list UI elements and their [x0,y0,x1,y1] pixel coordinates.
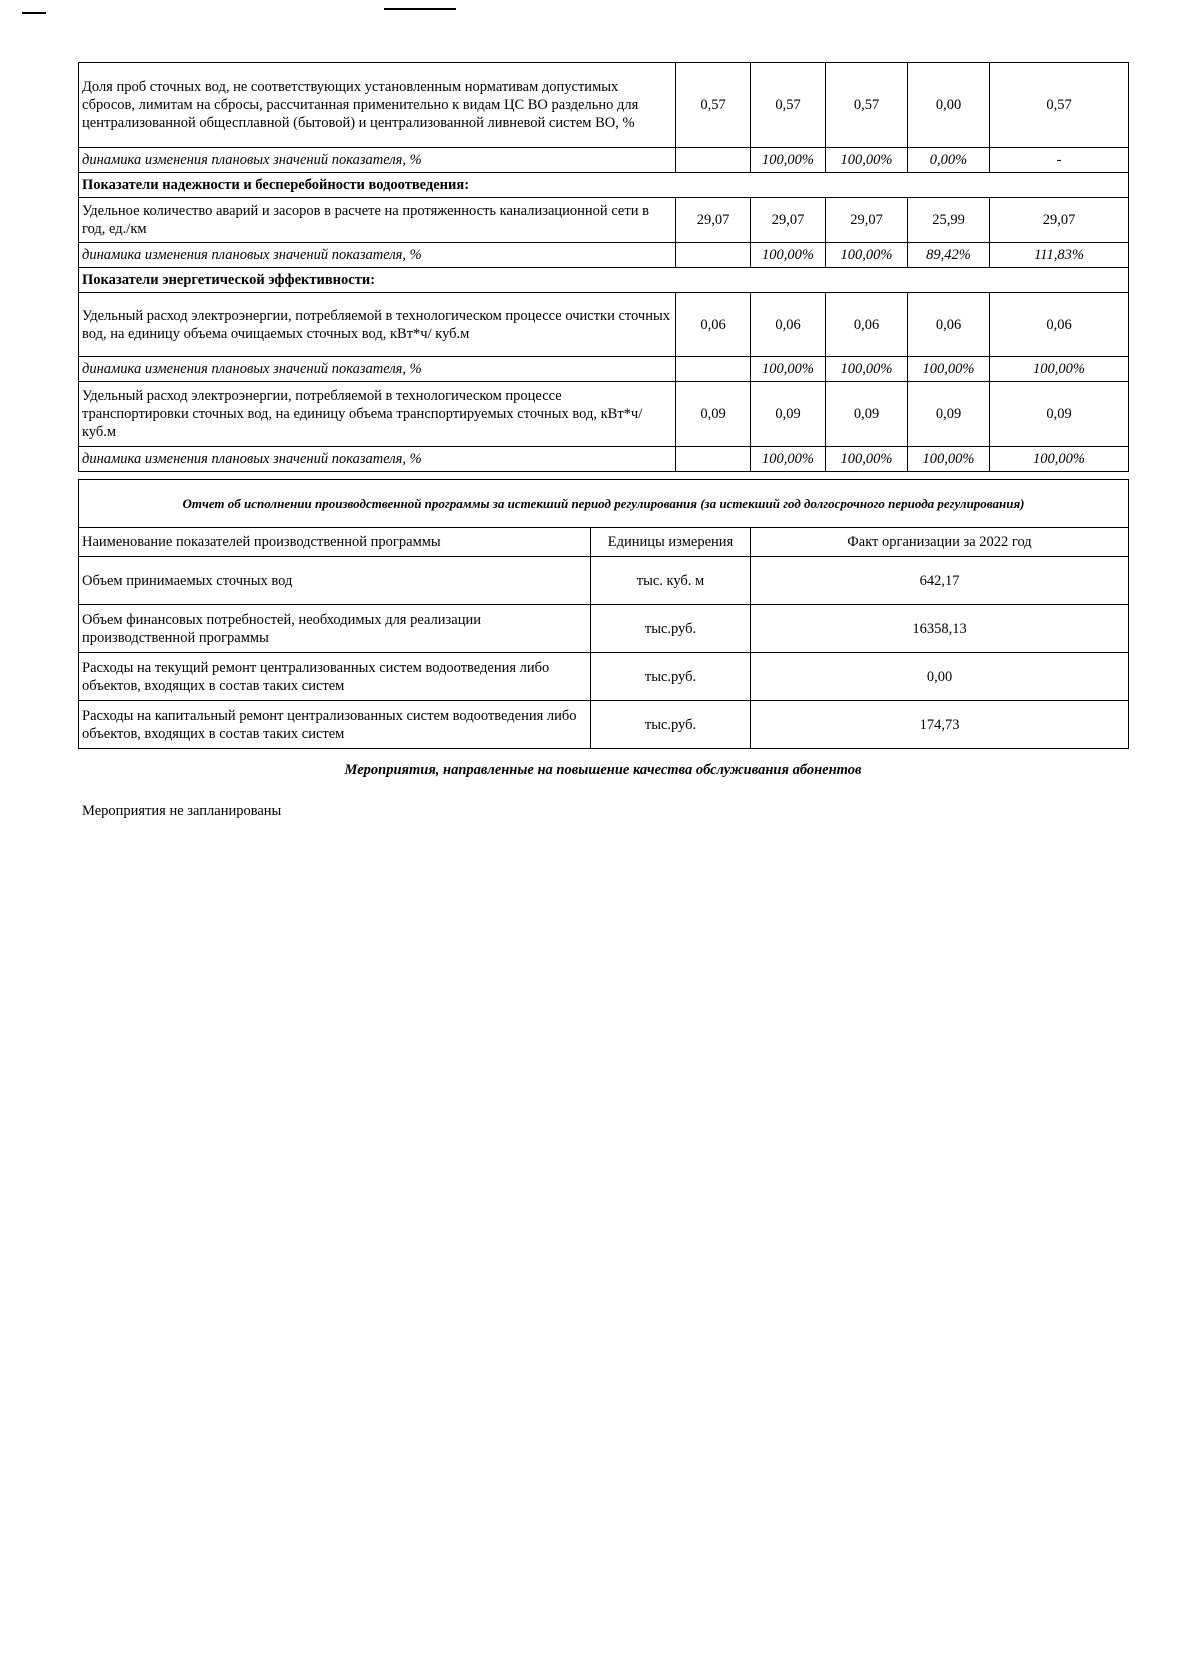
dynamics-value: 100,00% [751,357,826,382]
section-heading: Показатели энергетической эффективности: [79,268,1129,293]
measures-title: Мероприятия, направленные на повышение качества обслуживания абонентов [344,762,862,778]
report-name: Объем финансовых потребностей, необходимых для реализации производственной программы [79,605,591,653]
indicator-value: 0,06 [908,293,990,357]
indicator-label: Удельное количество аварий и засоров в расчете на протяженность канализационной сети в год, ед./км [79,198,676,243]
report-header-fact: Факт организации за 2022 год [751,528,1129,557]
indicator-row [79,198,1129,243]
dynamics-label: динамика изменения плановых значений показателя, % [79,357,676,382]
scan-mark-left [22,12,46,14]
indicator-value: 0,09 [826,382,908,447]
measures-note: Мероприятия не запланированы [82,803,282,819]
report-fact: 16358,13 [751,605,1129,653]
report-name: Расходы на текущий ремонт централизованных систем водоотведения либо объектов, входящих в состав таких систем [79,653,591,701]
dynamics-row [79,243,1129,268]
report-unit: тыс.руб. [591,701,751,749]
dynamics-value: 100,00% [826,447,908,472]
indicator-label: Удельный расход электроэнергии, потребляемой в технологическом процессе транспортировки сточных вод, на единицу объема транспортируемых сточных вод, кВт*ч/ куб.м [79,382,676,447]
indicators-table [78,62,1129,472]
indicator-value: 0,06 [751,293,826,357]
report-header-row [79,528,1129,557]
report-name: Расходы на капитальный ремонт централизованных систем водоотведения либо объектов, входящих в состав таких систем [79,701,591,749]
dynamics-value: 100,00% [990,357,1129,382]
indicator-value: 29,07 [990,198,1129,243]
report-caption-row [79,480,1129,528]
indicator-label: Доля проб сточных вод, не соответствующих установленным нормативам допустимых сбросов, лимитам на сбросы, рассчитанная применительно к видам ЦС ВО раздельно для централизованной общесплавной (бытовой) и централизованной ливневой систем ВО, % [79,63,676,148]
dynamics-value: 100,00% [751,447,826,472]
indicator-value: 0,09 [676,382,751,447]
indicator-value: 0,06 [990,293,1129,357]
dynamics-value [676,243,751,268]
scan-mark-center [384,8,456,10]
dynamics-row [79,447,1129,472]
indicator-value: 25,99 [908,198,990,243]
table-row [79,557,1129,605]
dynamics-row [79,357,1129,382]
table-row [79,701,1129,749]
section-heading: Показатели надежности и бесперебойности водоотведения: [79,173,1129,198]
indicator-row [79,382,1129,447]
dynamics-value: - [990,148,1129,173]
indicator-value: 29,07 [676,198,751,243]
indicator-value: 29,07 [751,198,826,243]
indicator-value: 0,09 [751,382,826,447]
dynamics-value [676,357,751,382]
report-caption: Отчет об исполнении производственной программы за истекший период регулирования (за истекший год долгосрочного периода регулирования) [79,480,1129,528]
dynamics-value: 100,00% [826,148,908,173]
indicator-value: 0,06 [826,293,908,357]
dynamics-value: 111,83% [990,243,1129,268]
dynamics-value: 100,00% [751,148,826,173]
dynamics-value: 100,00% [990,447,1129,472]
report-fact: 174,73 [751,701,1129,749]
dynamics-label: динамика изменения плановых значений показателя, % [79,148,676,173]
indicator-value: 0,57 [676,63,751,148]
dynamics-value: 0,00% [908,148,990,173]
report-header-unit: Единицы измерения [591,528,751,557]
dynamics-value: 100,00% [908,357,990,382]
table-row [79,653,1129,701]
dynamics-value: 100,00% [826,243,908,268]
dynamics-value: 100,00% [826,357,908,382]
report-table [78,479,1129,749]
dynamics-label: динамика изменения плановых значений показателя, % [79,447,676,472]
dynamics-row [79,148,1129,173]
indicator-value: 29,07 [826,198,908,243]
dynamics-label: динамика изменения плановых значений показателя, % [79,243,676,268]
indicator-row [79,293,1129,357]
report-fact: 0,00 [751,653,1129,701]
indicator-label: Удельный расход электроэнергии, потребляемой в технологическом процессе очистки сточных вод, на единицу объема очищаемых сточных вод, кВт*ч/ куб.м [79,293,676,357]
report-unit: тыс.руб. [591,605,751,653]
section-row [79,173,1129,198]
indicator-value: 0,57 [751,63,826,148]
report-unit: тыс. куб. м [591,557,751,605]
report-header-name: Наименование показателей производственной программы [79,528,591,557]
report-fact: 642,17 [751,557,1129,605]
indicator-value: 0,09 [908,382,990,447]
indicator-value: 0,57 [990,63,1129,148]
indicator-value: 0,09 [990,382,1129,447]
dynamics-value: 100,00% [908,447,990,472]
dynamics-value: 100,00% [751,243,826,268]
table-row [79,605,1129,653]
dynamics-value: 89,42% [908,243,990,268]
indicator-value: 0,00 [908,63,990,148]
report-name: Объем принимаемых сточных вод [79,557,591,605]
indicator-row [79,63,1129,148]
section-row [79,268,1129,293]
dynamics-value [676,447,751,472]
report-unit: тыс.руб. [591,653,751,701]
indicator-value: 0,57 [826,63,908,148]
dynamics-value [676,148,751,173]
indicator-value: 0,06 [676,293,751,357]
